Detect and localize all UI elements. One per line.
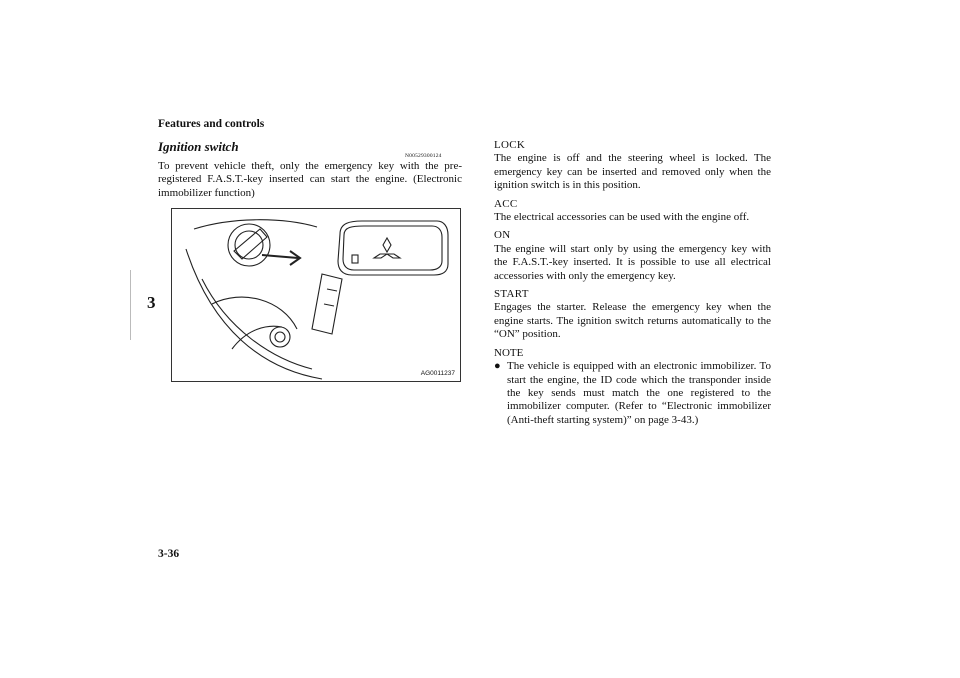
position-on-heading: ON [494,229,511,242]
section-header: Features and controls [158,118,265,130]
position-start-text: Engages the starter. Release the emergency key when the engine starts. The ignition switch returns automatically to the “ON” position. [494,301,771,341]
figure-code: AG0011237 [420,370,455,377]
section-title: Ignition switch [158,139,239,154]
position-on-text: The engine will start only by using the emergency key with the F.A.S.T.-key inserted. It is possible to use all electrical accessories with only the emergency key. [494,242,771,282]
position-lock-text: The engine is off and the steering wheel is locked. The emergency key can be inserted and removed only when the ignition switch is in this position. [494,152,771,192]
note-heading: NOTE [494,346,524,359]
document-code: N00529300124 [405,153,442,159]
position-acc-text: The electrical accessories can be used with the engine off. [494,211,750,224]
position-acc-heading: ACC [494,197,518,210]
chapter-tab-number: 3 [147,293,156,312]
positions-column [494,139,771,427]
intro-paragraph: To prevent vehicle theft, only the emergency key with the pre-registered F.A.S.T.-key inserted can start the engine. (Electronic immobilizer function) [158,160,462,199]
position-lock-heading: LOCK [494,139,526,151]
chapter-tab-rule [130,270,131,340]
note-text: The vehicle is equipped with an electronic immobilizer. To start the engine, the ID code which the transponder inside the key sends must match the one registered to the immobilizer computer. (Refer to “Electronic immobilizer (Anti-theft starting system)” on page 3-43.) [507,360,771,426]
page-number: 3-36 [158,548,180,560]
bullet-icon: ● [494,360,501,373]
ignition-switch-illustration [171,208,461,382]
ignition-drawing [172,209,462,383]
position-start-heading: START [494,288,529,301]
note-item [494,360,771,427]
